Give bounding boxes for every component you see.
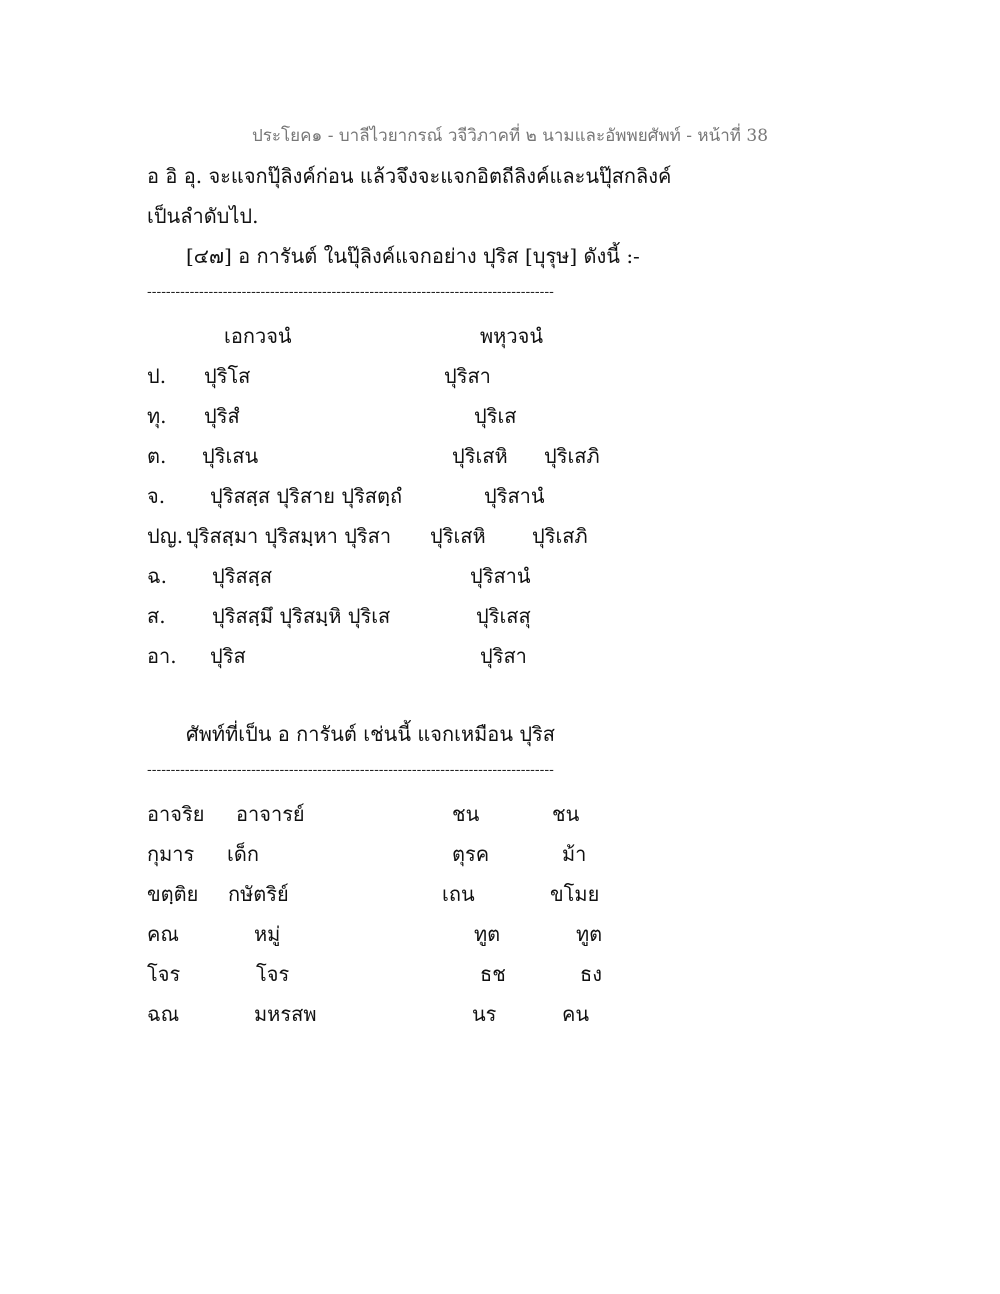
vocab-thai: กษัตริย์: [228, 882, 289, 906]
vocab-thai: ชน: [552, 802, 580, 826]
divider: --------------------------------------------------------------------------------------: [147, 284, 554, 300]
vocab-thai: มหรสพ: [254, 1002, 317, 1026]
vocab-thai: ขโมย: [550, 882, 600, 906]
singular-form: ปุริเสน: [202, 444, 259, 468]
plural-form: ปุริเสหิ: [430, 524, 486, 548]
plural-form: ปุริเสสุ: [476, 604, 531, 628]
section-title: [๔๗] อ การันต์ ในปุ๊ลิงค์แจกอย่าง ปุริส [บุรุษ] ดังนี้ :-: [186, 244, 640, 268]
vocab-pali: ธช: [480, 962, 506, 986]
case-label: ต.: [147, 444, 167, 468]
case-label: ปญ.: [147, 524, 184, 548]
plural-form: ปุริสา: [444, 364, 491, 388]
vocab-thai: เด็ก: [227, 842, 259, 866]
singular-form: ปุริสสฺส: [212, 564, 273, 588]
plural-form: ปุริสานํ: [470, 564, 531, 588]
plural-form-alt: ปุริเสภิ: [532, 524, 588, 548]
vocab-pali: อาจริย: [147, 802, 205, 826]
vocab-pali: ตุรค: [452, 842, 490, 866]
vocab-pali: ขตฺติย: [147, 882, 199, 906]
intro-line-2: เป็นลำดับไป.: [147, 204, 259, 228]
vocab-thai: ธง: [580, 962, 602, 986]
singular-form: ปุริสสฺมา ปุริสมฺหา ปุริสา: [186, 524, 392, 548]
vocab-thai: อาจารย์: [236, 802, 305, 826]
page-header: ประโยค๑ - บาลีไวยากรณ์ วจีวิภาคที่ ๒ นามและอัพพยศัพท์ - หน้าที่ 38: [252, 126, 769, 146]
divider: --------------------------------------------------------------------------------------: [147, 762, 554, 778]
singular-form: ปุริส: [210, 644, 246, 668]
vocab-pali: ทูต: [474, 922, 501, 946]
vocab-thai: หมู่: [254, 922, 281, 946]
singular-form: ปุริสํ: [204, 404, 240, 428]
case-label: ส.: [147, 604, 166, 628]
column-header-singular: เอกวจนํ: [224, 324, 292, 348]
vocab-thai: โจร: [256, 962, 290, 986]
intro-line-1: อ อิ อุ. จะแจกปุ๊ลิงค์ก่อน แล้วจึงจะแจกอิตถีลิงค์และนปุ๊สกลิงค์: [147, 164, 672, 188]
vocab-pali: เถน: [442, 882, 475, 906]
column-header-plural: พหุวจนํ: [480, 324, 543, 348]
vocab-thai: คน: [562, 1002, 590, 1026]
singular-form: ปุริสสฺมึ ปุริสมฺหิ ปุริเส: [212, 604, 391, 628]
vocab-pali: ฉณ: [147, 1002, 180, 1026]
vocab-thai: ม้า: [562, 842, 587, 866]
vocab-thai: ทูต: [576, 922, 603, 946]
case-label: อา.: [147, 644, 177, 668]
case-label: ป.: [147, 364, 167, 388]
case-label: ฉ.: [147, 564, 167, 588]
vocab-pali: คณ: [147, 922, 179, 946]
singular-form: ปุริสสฺส ปุริสาย ปุริสตฺถํ: [210, 484, 403, 508]
case-label: ทุ.: [147, 404, 167, 428]
vocab-title: ศัพท์ที่เป็น อ การันต์ เช่นนี้ แจกเหมือน ปุริส: [186, 722, 555, 746]
case-label: จ.: [147, 484, 166, 508]
vocab-pali: ชน: [452, 802, 480, 826]
plural-form: ปุริเสหิ: [452, 444, 508, 468]
vocab-pali: โจร: [147, 962, 181, 986]
singular-form: ปุริโส: [204, 364, 251, 388]
plural-form: ปุริเส: [474, 404, 517, 428]
vocab-pali: กุมาร: [147, 842, 195, 866]
plural-form-alt: ปุริเสภิ: [544, 444, 600, 468]
plural-form: ปุริสา: [480, 644, 527, 668]
vocab-pali: นร: [472, 1002, 497, 1026]
plural-form: ปุริสานํ: [484, 484, 545, 508]
